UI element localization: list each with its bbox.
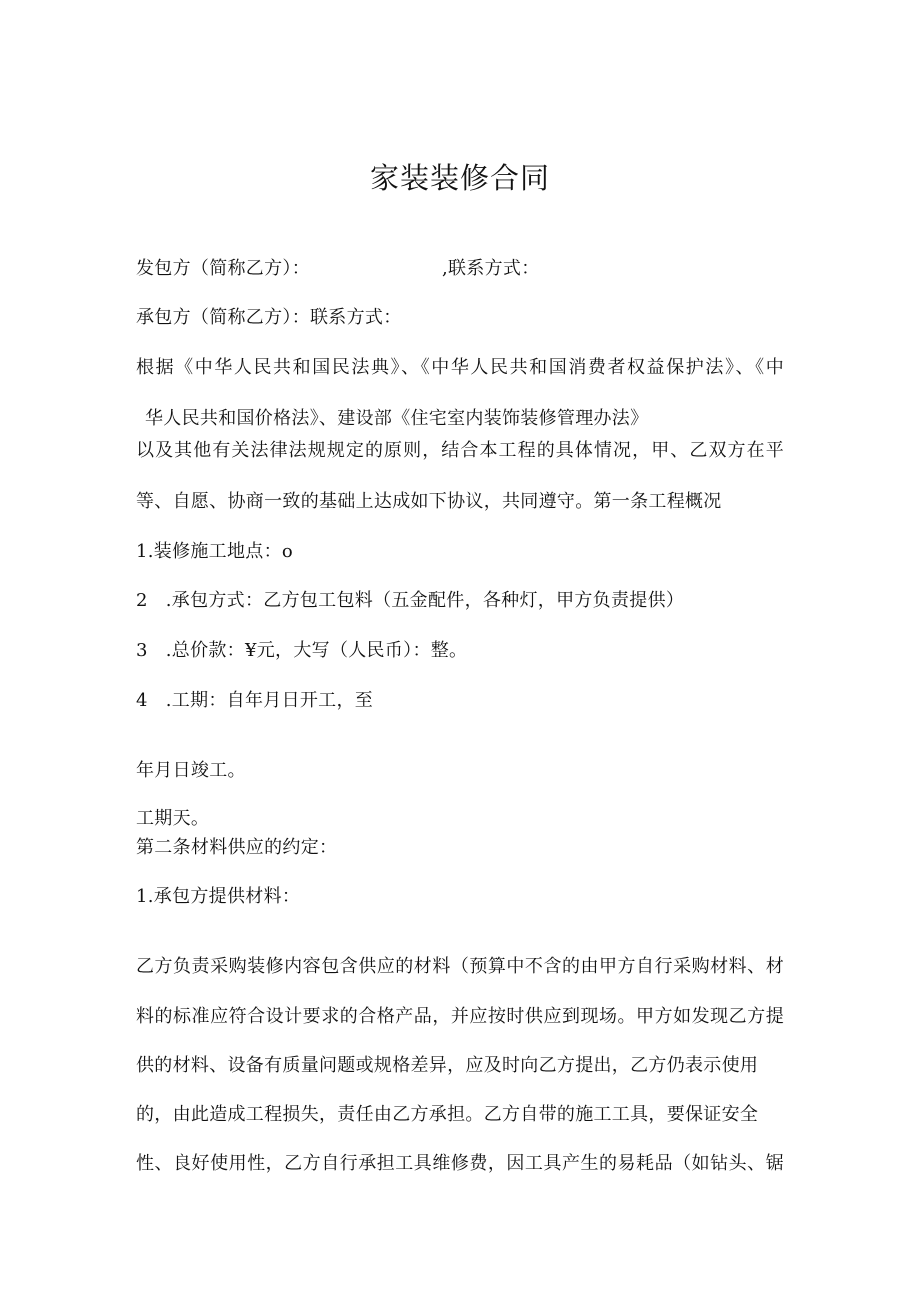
- basis-line-3: 以及其他有关法律法规规定的原则，结合本工程的具体情况，甲、乙双方在平: [136, 440, 784, 461]
- basis-line-1: 根据《中华人民共和国民法典》、《中华人民共和国消费者权益保护法》、《中: [136, 357, 784, 378]
- contractor-line: 承包方（简称乙方）：联系方式：: [136, 307, 402, 328]
- materials-item-1: 1.承包方提供材料：: [136, 886, 301, 907]
- materials-paragraph-line-5: 性、良好使用性，乙方自行承担工具维修费，因工具产生的易耗品（如钻头、锯: [136, 1153, 784, 1174]
- item-4-number: 4: [136, 690, 148, 711]
- item-2-contract-method: [136, 589, 684, 613]
- item-2-number: 2: [136, 590, 148, 611]
- employer-line: [136, 257, 540, 281]
- employer-contact-label: ,联系方式：: [442, 258, 540, 279]
- completion-date-line: 年月日竣工。: [136, 760, 246, 781]
- materials-paragraph-line-3: 供的材料、设备有质量问题或规格差异，应及时向乙方提出，乙方仍表示使用: [136, 1055, 759, 1076]
- materials-paragraph-line-4: 的，由此造成工程损失，责任由乙方承担。乙方自带的施工工具，要保证安全: [136, 1104, 759, 1125]
- materials-paragraph-line-1: 乙方负责采购装修内容包含供应的材料（预算中不含的由甲方自行采购材料、材: [136, 956, 784, 977]
- item-3-total-price: [136, 639, 467, 663]
- item-3-number: 3: [136, 640, 148, 661]
- item-3-text: .总价款：¥元，大写（人民币）：整。: [165, 640, 468, 661]
- item-4-schedule: [136, 689, 373, 713]
- item-2-text: .承包方式：乙方包工包料（五金配件，各种灯，甲方负责提供）: [165, 590, 685, 611]
- document-title: 家装装修合同: [369, 161, 550, 195]
- duration-line: 工期天。: [136, 808, 210, 829]
- article-2-heading: 第二条材料供应的约定：: [136, 837, 338, 858]
- materials-paragraph-line-2: 料的标准应符合设计要求的合格产品，并应按时供应到现场。甲方如发现乙方提: [136, 1006, 784, 1027]
- basis-line-4: 等、自愿、协商一致的基础上达成如下协议，共同遵守。第一条工程概况: [136, 491, 722, 512]
- item-4-text: .工期：自年月日开工，至: [165, 690, 374, 711]
- employer-label: 发包方（简称乙方）：: [136, 258, 310, 279]
- basis-line-2: 华人民共和国价格法》、建设部《住宅室内装饰装修管理办法》: [145, 408, 649, 429]
- item-1-location: 1.装修施工地点：o: [136, 541, 294, 562]
